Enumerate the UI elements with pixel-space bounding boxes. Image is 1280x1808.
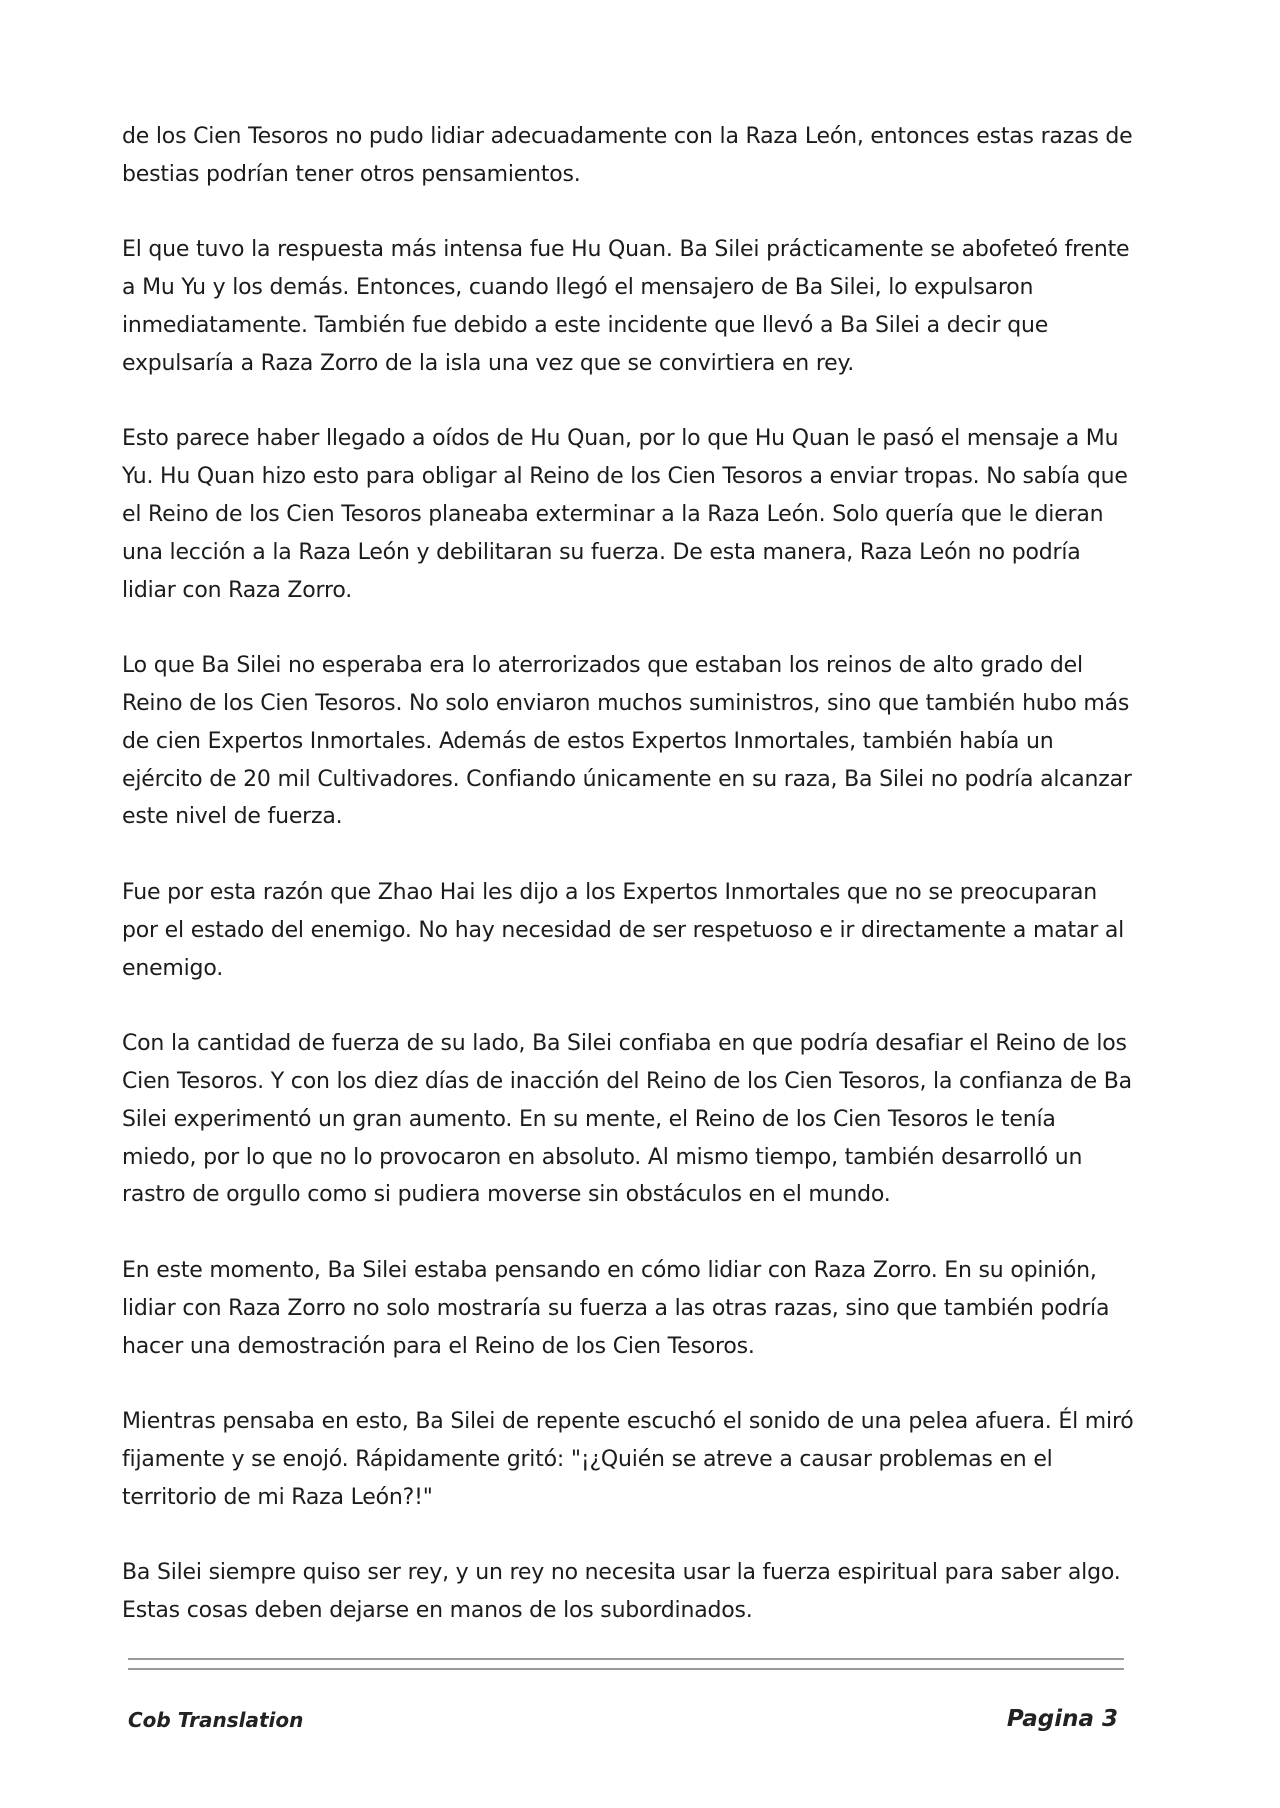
paragraph-5: Fue por esta razón que Zhao Hai les dijo a los Expertos Inmortales que no se preocuparan por el estado del enemigo. No hay necesidad de ser respetuoso e ir directamente a matar al enemigo. [122,879,1125,981]
paragraph-8: Mientras pensaba en esto, Ba Silei de repente escuchó el sonido de una pelea afuera. Él miró fijamente y se enojó. Rápidamente gritó: "¡¿Quién se atreve a causar problemas en el territorio de mi Raza León?!" [122,1409,1134,1510]
paragraph-7: En este momento, Ba Silei estaba pensando en cómo lidiar con Raza Zorro. En su opinión, lidiar con Raza Zorro no solo mostraría su fuerza a las otras razas, sino que también podría hacer una demostración para el Reino de los Cien Tesoros. [122,1257,1110,1359]
paragraph-1: de los Cien Tesoros no pudo lidiar adecuadamente con la Raza León, entonces estas razas de bestias podrían tener otros pensamientos. [122,124,1133,187]
paragraph-9: Ba Silei siempre quiso ser rey, y un rey no necesita usar la fuerza espiritual para saber algo. Estas cosas deben dejarse en manos de los subordinados. [122,1560,1121,1624]
footer-rule-bottom [128,1668,1124,1670]
footer-rule-top [128,1658,1124,1660]
footer-divider [128,1658,1124,1678]
paragraph-2: El que tuvo la respuesta más intensa fue Hu Quan. Ba Silei prácticamente se abofeteó frente a Mu Yu y los demás. Entonces, cuando llegó el mensajero de Ba Silei, lo expulsaron inmediatamente. También fue debido a este incidente que llevó a Ba Silei a decir que expulsaría a Raza Zorro de la isla una vez que se convirtiera en rey. [122,237,1130,376]
page-footer [128,1706,1118,1738]
paragraph-3: Esto parece haber llegado a oídos de Hu Quan, por lo que Hu Quan le pasó el mensaje a Mu Yu. Hu Quan hizo esto para obligar al Reino de los Cien Tesoros a enviar tropas. No sabía que el Reino de los Cien Tesoros planeaba exterminar a la Raza León. Solo quería que le dieran una lección a la Raza León y debilitaran su fuerza. De esta manera, Raza León no podría lidiar con Raza Zorro. [122,426,1128,603]
paragraph-4: Lo que Ba Silei no esperaba era lo aterrorizados que estaban los reinos de alto grado del Reino de los Cien Tesoros. No solo enviaron muchos suministros, sino que también hubo más de cien Expertos Inmortales. Además de estos Expertos Inmortales, también había un ejército de 20 mil Cultivadores. Confiando únicamente en su raza, Ba Silei no podría alcanzar este nivel de fuerza. [122,653,1132,830]
footer-page-number: Pagina 3 [1006,1706,1118,1732]
footer-translator-name: Cob Translation [128,1708,304,1732]
paragraph-6: Con la cantidad de fuerza de su lado, Ba Silei confiaba en que podría desafiar el Reino de los Cien Tesoros. Y con los diez días de inacción del Reino de los Cien Tesoros, la confianza de Ba Silei experimentó un gran aumento. En su mente, el Reino de los Cien Tesoros le tenía miedo, por lo que no lo provocaron en absoluto. Al mismo tiempo, también desarrolló un rastro de orgullo como si pudiera moverse sin obstáculos en el mundo. [122,1031,1132,1208]
body-text [122,118,1134,1630]
